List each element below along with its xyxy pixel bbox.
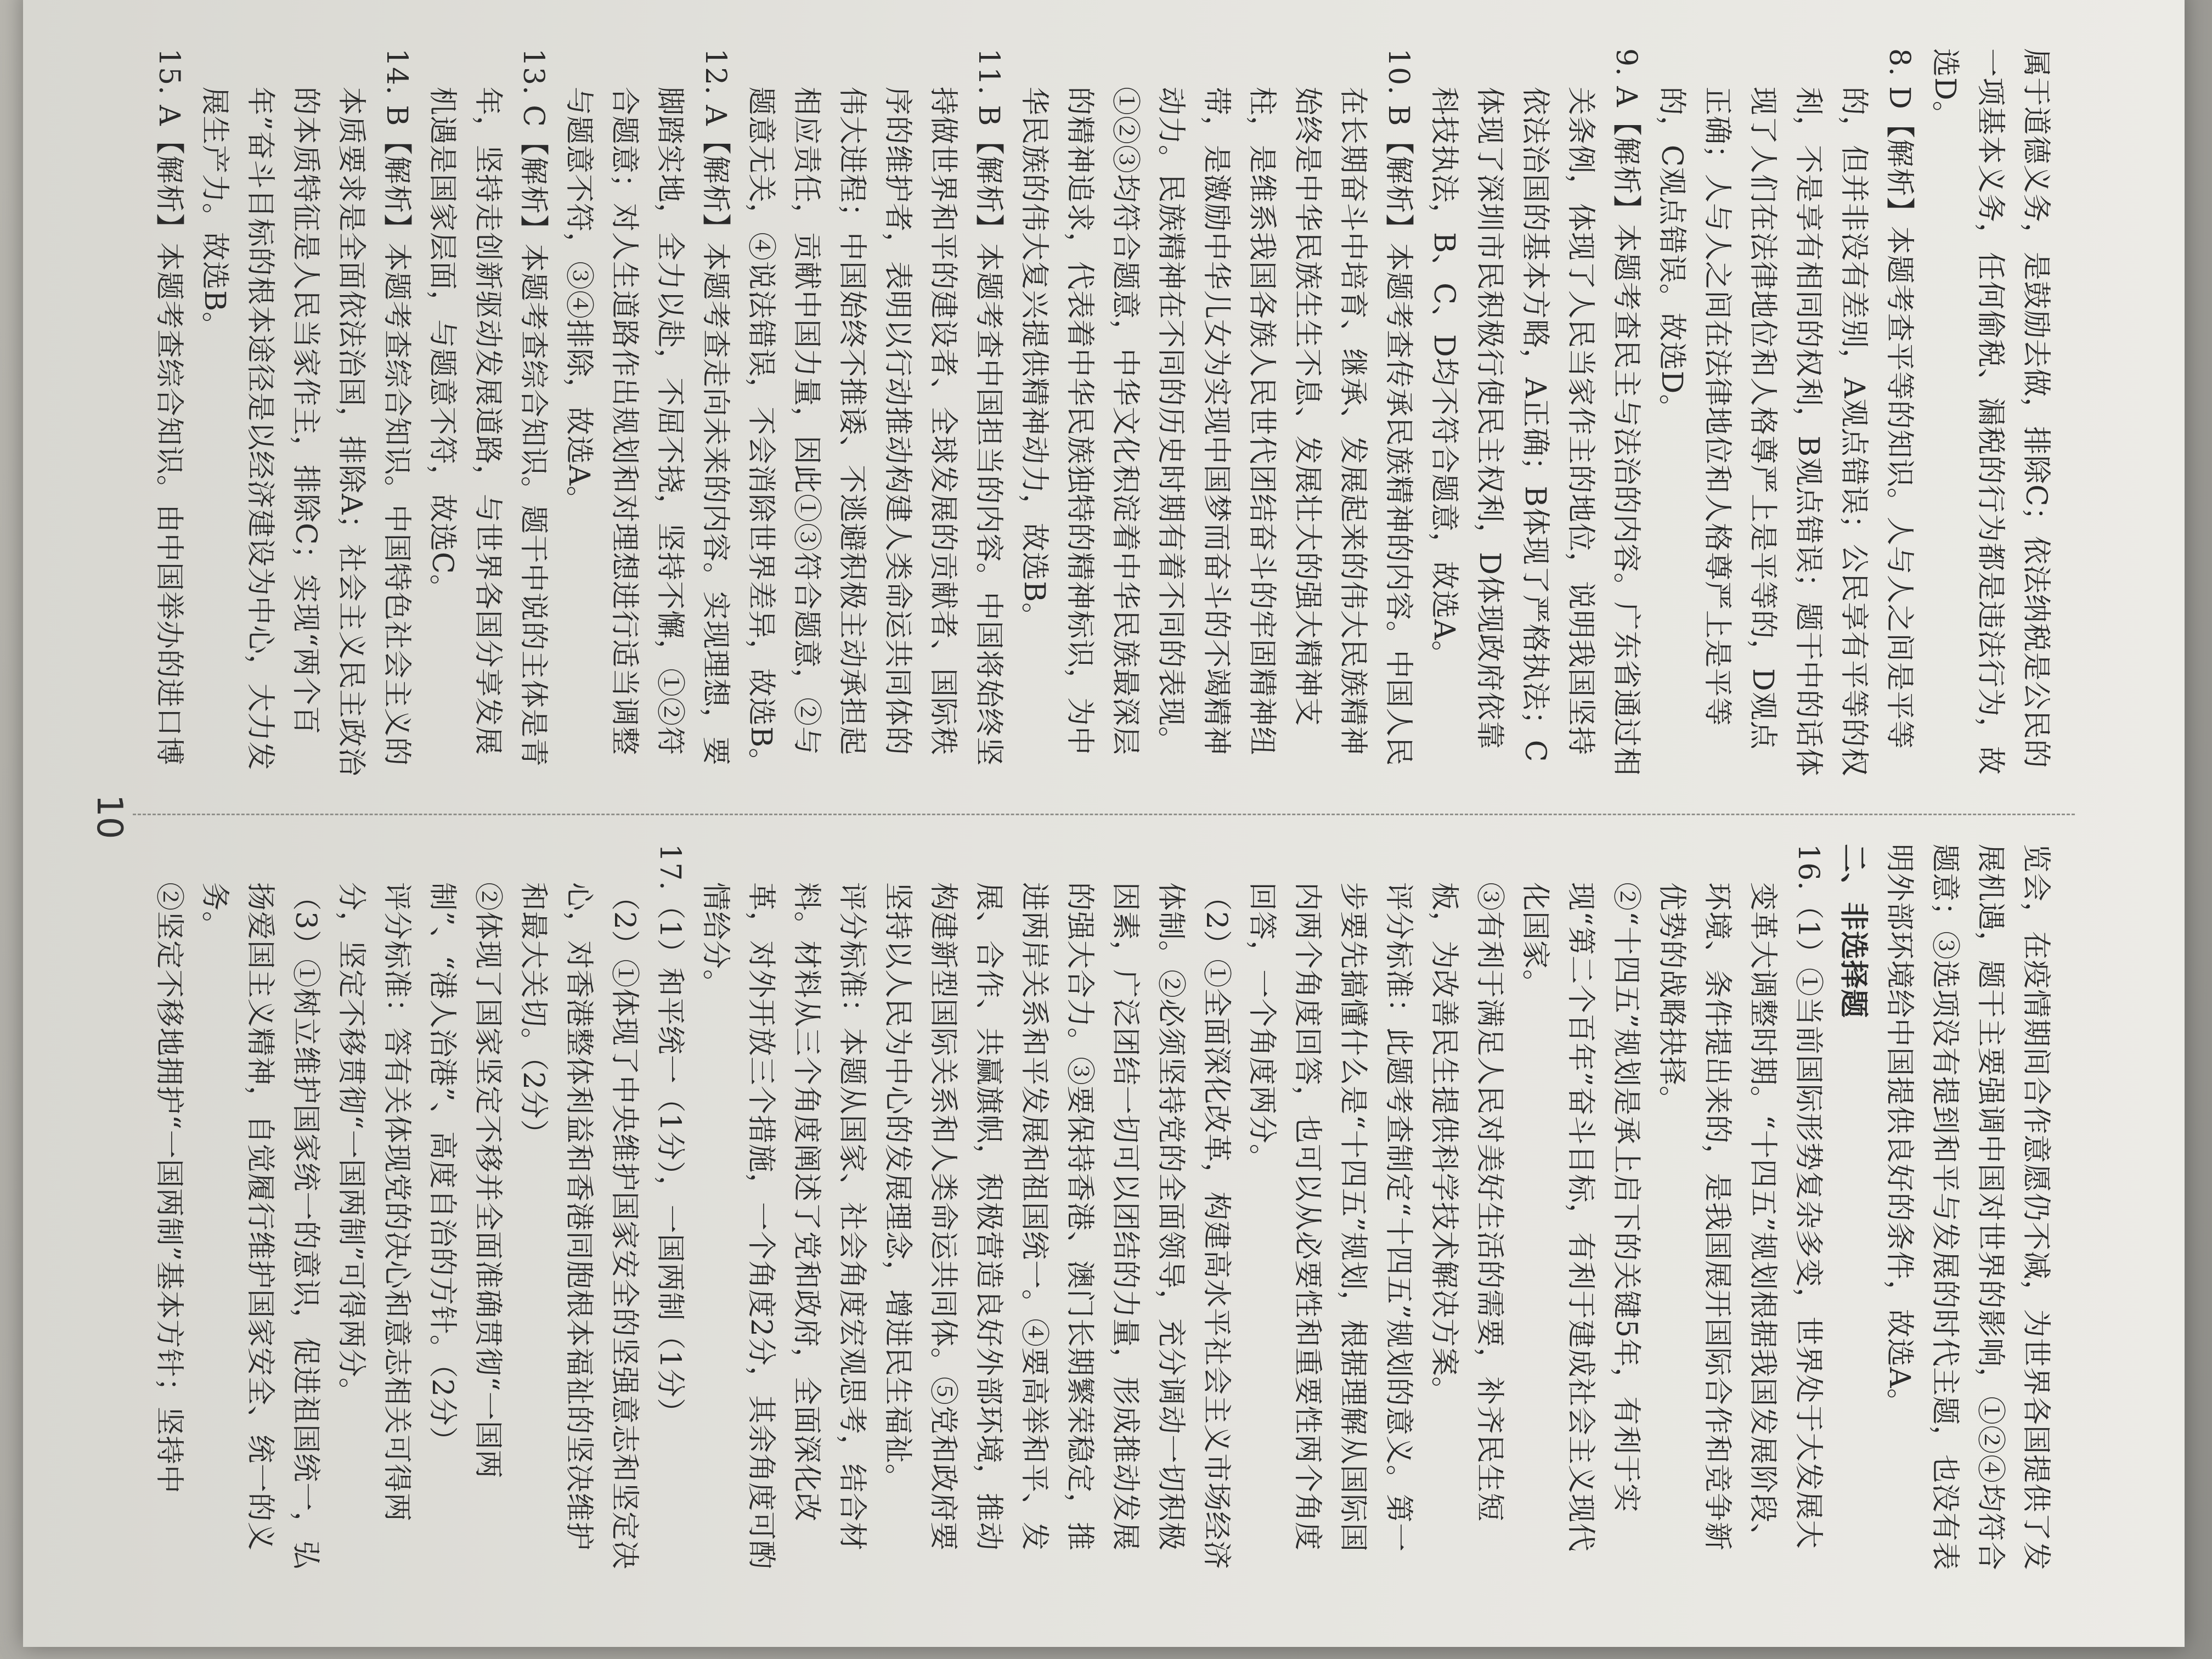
section-heading: 二、非选择题	[1837, 844, 1870, 1019]
answer-17-part2: （2）①体现了中央维护国家安全的坚强意志和坚定决心，对香港整体利益和香港同胞根本福祉的坚决维护和最大关切。（2分）	[517, 882, 641, 1570]
answer-17-part3-point2: ②坚定不移地拥护“一国两制”基本方针；坚持中	[153, 882, 185, 1494]
answer-10: 10. B【解析】本题考查传承民族精神的内容。中国人民在长期奋斗中培育、继承、发展起来的伟大民族精神始终是中华民族生生不息、发展壮大的强大精神支柱，是维系我国各族人民世代团结奋斗的牢固精神纽带，是激励中华儿女为实现中国梦而奋斗的不竭精神动力。民族精神在不同的历史时期有着不同的表现。①②③均符合题意，中华文化积淀着中华民族最深层的精神追求，代表着中华民族独特的精神标识，为中华民族的伟大复兴提供精神动力，故选B。	[1018, 48, 1415, 766]
scoring-standard-17: 评分标准：答有关体现党的决心和意志相关可得两分，坚定不移贯彻“一国两制”可得两分。	[335, 882, 413, 1522]
answer-17-part2-point2: ②体现了国家坚定不移并全面准确贯彻“一国两制”、“港人治港”、高度自治的方针。（2分）	[426, 882, 504, 1479]
answer-key-page	[23, 0, 2185, 1647]
left-column	[146, 48, 2058, 778]
page-number: 10	[89, 794, 129, 839]
right-column	[146, 844, 2058, 1573]
answer-15: 15. A【解析】本题考查综合知识。由中国举办的进口博	[153, 48, 185, 766]
scoring-standard-16-1: 评分标准：此题考查制定“十四五”规划的意义。第一步要先搞懂什么是“十四五”规划，根据理解从国际国内两个角度回答，也可以从必要性和重要性两个角度回答，一个角度两分。	[1245, 882, 1415, 1553]
answer-16-part1: 16.（1）①当前国际形势复杂多变，世界处于大发展大变革大调整时期。“十四五”规划根据我国发展阶段、环境、条件提出来的，是我国展开国际合作和竞争新优势的战略抉择。	[1655, 844, 1825, 1553]
answer-16-point2: ②“十四五”规划是承上启下的关键5年，有利于实现“第二个百年”奋斗目标，有利于建成社会主义现代化国家。	[1519, 882, 1643, 1553]
column-divider	[133, 814, 2075, 815]
answer-11: 11. B【解析】本题考查中国担当的内容。中国将始终坚持做世界和平的建设者、全球发展的贡献者、国际秩序的维护者，表明以行动推动构建人类命运共同体的伟大进程；中国始终不推诿、不逃避积极主动承担起相应责任，贡献中国力量，因此①③符合题意，②与题意无关，④说法错误，不会消除世界差异，故选B。	[744, 48, 1005, 777]
answer-14: 14. B【解析】本题考查综合知识。中国特色社会主义的本质要求是全面依法治国，排除A；社会主义民主政治的本质特征是人民当家作主，排除C；实现“两个百年”奋斗目标的根本途径是以经济建设为中心，大力发展生产力。故选B。	[198, 48, 413, 777]
paragraph-tax: 属于道德义务，是鼓励去做，排除C；依法纳税是公民的一项基本义务，任何偷税、漏税的行为都是违法行为，故选D。	[1928, 48, 2052, 776]
answer-12: 12. A【解析】本题考查走向未来的内容。实现理想，要脚踏实地，全力以赴，不屈不挠，坚持不懈，①②符合题意；对人生道路作出规划和对理想进行适当调整与题意不符，③④排除，故选A。	[562, 48, 732, 766]
answer-9: 9. A【解析】本题考查民主与法治的内容。广东省通过相关条例，体现了人民当家作主的地位，说明我国坚持依法治国的基本方略，A正确；B体现了严格执法；C体现了深圳市民积极行使民主权利，D体现政府依靠科技执法，B、C、D均不符合题意，故选A。	[1427, 48, 1643, 776]
scoring-standard-16-2: 评分标准：本题从国家、社会角度宏观思考，结合材料。材料从三个角度阐述了党和政府，全面深化改革，对外开放三个措施，一个角度2分，其余角度可酌情给分。	[699, 882, 868, 1570]
answer-17-part1: 17.（1）和平统一（1分），一国两制（1分）	[653, 844, 686, 1427]
answer-16-point3: ③有利于满足人民对美好生活的需要，补齐民生短板，为改善民生提供科学技术解决方案。	[1427, 882, 1506, 1522]
answer-17-part3: （3）①树立维护国家统一的意识，促进祖国统一，弘扬爱国主义精神，自觉履行维护国家安全、统一的义务。	[198, 882, 322, 1570]
answer-16-part2: （2）①全面深化改革，构建高水平社会主义市场经济体制。②必须坚持党的全面领导，充分调动一切积极因素，广泛团结一切可以团结的力量，形成推动发展的强大合力。③要保持香港、澳门长期繁荣稳定，推进两岸关系和平发展和祖国统一。④要高举和平、发展、合作、共赢旗帜，积极营造良好外部环境，推动构建新型国际关系和人类命运共同体。⑤党和政府要坚持以人民为中心的发展理念，增进民生福祉。	[881, 882, 1233, 1570]
answer-15-continued: 览会，在疫情期间合作意愿仍不减，为世界各国提供了发展机遇，题干主要强调中国对世界的影响，①②④均符合题意；③选项没有提到和平与发展的时代主题，也没有表明外部环境给中国提供良好的条件，故选A。	[1883, 844, 2052, 1571]
answer-13: 13. C【解析】本题考查综合知识。题干中说的主体是青年，坚持走创新驱动发展道路，与世界各国分享发展机遇是国家层面，与题意不符，故选C。	[426, 48, 550, 768]
answer-8: 8. D【解析】本题考查平等的知识。人与人之间是平等的，但并非没有差别，A观点错误；公民享有平等的权利，不是享有相同的权利，B观点错误；题干中的话体现了人们在法律地位和人格尊严上是平等的，D观点正确；人与人之间在法律地位和人格尊严上是平等的，C观点错误。故选D。	[1655, 48, 1916, 777]
